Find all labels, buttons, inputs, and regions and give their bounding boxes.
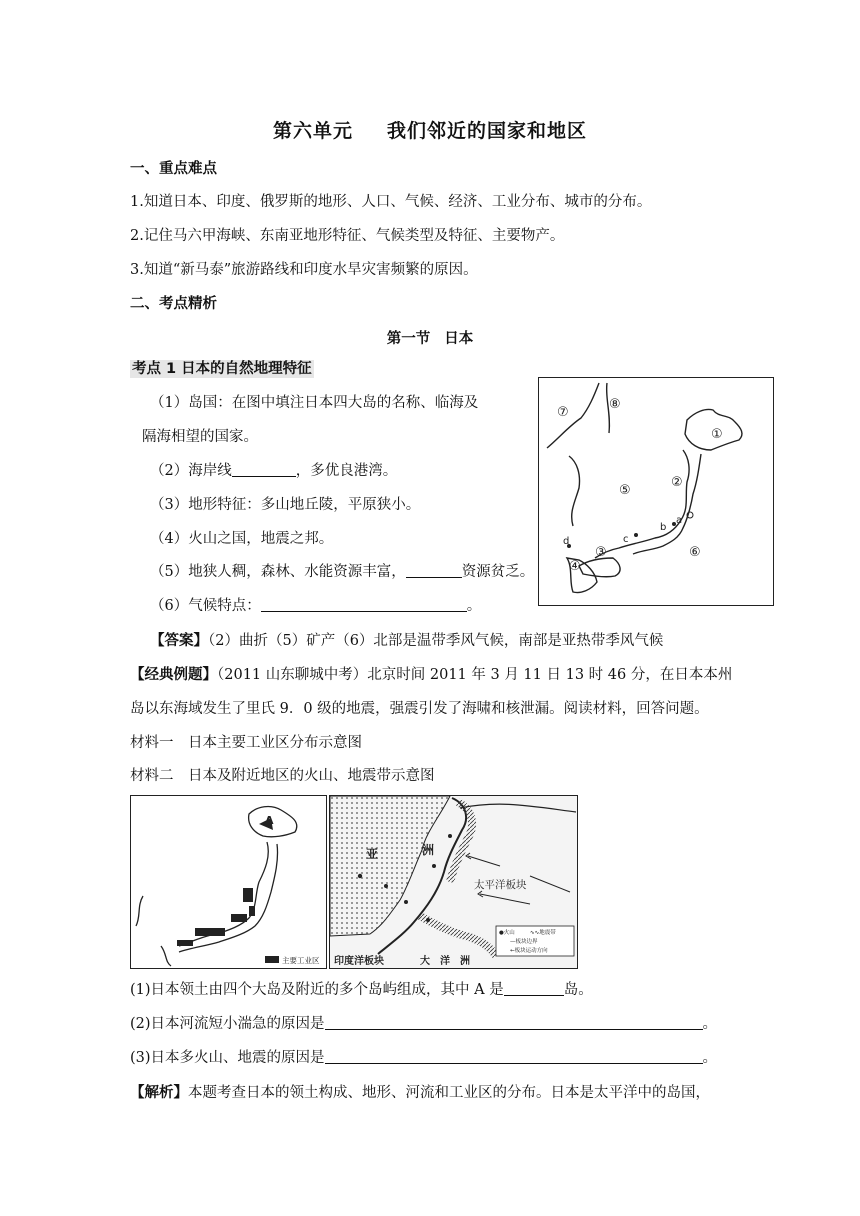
- unit-name: 我们邻近的国家和地区: [387, 120, 588, 142]
- section1-heading: 一、重点难点: [130, 161, 217, 177]
- point-6-pre: （6）气候特点：: [150, 598, 261, 614]
- map-letter-c: c: [623, 534, 629, 545]
- map-label-8: ⑧: [609, 397, 621, 412]
- answer-line: [150, 631, 663, 651]
- subsection-number: 第一节: [386, 331, 431, 347]
- question-1: [130, 980, 593, 1000]
- unit-title: [0, 116, 860, 143]
- legend-quake: ∿∿地震带: [530, 930, 556, 936]
- map-label-2: ②: [671, 475, 683, 490]
- label-asia-2: 洲: [422, 843, 435, 857]
- question-2-text: (2)日本河流短小湍急的原因是: [130, 1016, 325, 1032]
- analysis-line: [130, 1083, 710, 1103]
- objective-1: 1.知道日本、印度、俄罗斯的地形、人口、气候、经济、工业分布、城市的分布。: [130, 194, 652, 210]
- unit-number: 第六单元: [272, 120, 353, 142]
- map-label-5: ⑤: [619, 483, 631, 498]
- point-4: （4）火山之国，地震之邦。: [150, 531, 334, 547]
- industrial-zone-map: [130, 795, 327, 969]
- kaodian-heading: [130, 359, 314, 379]
- point-2-pre: （2）海岸线: [150, 463, 232, 479]
- question-2-blank[interactable]: [325, 1014, 703, 1030]
- label-asia-1: 亚: [366, 847, 379, 861]
- plate-map-drawing: [330, 796, 577, 968]
- subsection-name: 日本: [444, 331, 474, 347]
- example-text-1: （2011 山东聊城中考）北京时间 2011 年 3 月 11 日 13 时 46 分，在日本本州: [217, 667, 733, 683]
- point-1b: 隔海相望的国家。: [142, 429, 258, 445]
- answer-label: 【答案】: [150, 632, 208, 649]
- map-label-6: ⑥: [689, 545, 701, 560]
- volcano-earthquake-map: [329, 795, 578, 969]
- point-2: [150, 461, 397, 481]
- example-label: 【经典例题】: [130, 666, 217, 683]
- kaodian-label: 考点 1 日本的自然地理特征: [132, 361, 312, 377]
- question-3-post: 。: [702, 1050, 718, 1066]
- answer-blank-resources[interactable]: [406, 562, 462, 578]
- point-6: [150, 596, 481, 616]
- label-oceania: 大 洋 洲: [420, 956, 470, 967]
- answer-blank-climate[interactable]: [261, 596, 467, 612]
- objective-3: 3.知道“新马泰”旅游路线和印度水旱灾害频繁的原因。: [130, 262, 478, 278]
- example-line-1: [130, 665, 732, 685]
- point-2-post: ，多优良港湾。: [295, 463, 398, 479]
- analysis-label: 【解析】: [130, 1084, 188, 1101]
- legend-volcano: ●火山: [499, 930, 515, 936]
- industrial-map-drawing: [131, 796, 326, 968]
- answer-text: （2）曲折（5）矿产（6）北部是温带季风气候，南部是亚热带季风气候: [208, 633, 664, 649]
- legend-boundary: —板块边界: [510, 939, 538, 945]
- section2-heading: 二、考点精析: [130, 296, 217, 312]
- label-indian-plate: 印度洋板块: [334, 956, 384, 967]
- map-label-a: A: [265, 814, 274, 827]
- map-letter-b: b: [660, 522, 667, 533]
- question-1-text: (1)日本领土由四个大岛及附近的多个岛屿组成，其中 A 是: [130, 982, 504, 998]
- question-2-post: 。: [702, 1016, 718, 1032]
- question-3-blank[interactable]: [325, 1048, 703, 1064]
- map-label-3: ③: [595, 545, 607, 560]
- point-5: [150, 562, 534, 582]
- question-3: [130, 1048, 717, 1068]
- material-1: 材料一 日本主要工业区分布示意图: [130, 735, 362, 751]
- map-label-7: ⑦: [557, 405, 569, 420]
- legend-motion: ←板块运动方向: [510, 948, 548, 954]
- map-label-1: ①: [711, 427, 723, 442]
- question-2: [130, 1014, 717, 1034]
- map-letter-d: d: [563, 536, 570, 547]
- subsection-title: [0, 327, 860, 348]
- question-1-blank[interactable]: [504, 980, 564, 996]
- objective-2: 2.记住马六甲海峡、东南亚地形特征、气候类型及特征、主要物产。: [130, 228, 565, 244]
- map-label-4: ④: [569, 559, 581, 574]
- map-letter-a: a: [676, 515, 683, 526]
- point-1a: （1）岛国：在图中填注日本四大岛的名称、临海及: [150, 395, 479, 411]
- legend-industrial: 主要工业区: [282, 956, 320, 965]
- answer-blank-coastline[interactable]: [232, 461, 296, 477]
- point-5-post: 资源贫乏。: [461, 564, 535, 580]
- point-5-pre: （5）地狭人稠，森林、水能资源丰富，: [150, 564, 406, 580]
- analysis-text: 本题考查日本的领土构成、地形、河流和工业区的分布。日本是太平洋中的岛国，: [188, 1085, 710, 1101]
- question-3-text: (3)日本多火山、地震的原因是: [130, 1050, 325, 1066]
- example-line-2: 岛以东海域发生了里氏 9．0 级的地震，强震引发了海啸和核泄漏。阅读材料，回答问题。: [130, 701, 709, 717]
- question-1-post: 岛。: [563, 982, 593, 998]
- point-6-post: 。: [466, 598, 482, 614]
- japan-outline-map: [538, 377, 774, 606]
- legend-swatch: [265, 956, 279, 963]
- material-2: 材料二 日本及附近地区的火山、地震带示意图: [130, 768, 435, 784]
- japan-map-drawing: [539, 378, 773, 605]
- point-3: （3）地形特征：多山地丘陵，平原狭小。: [150, 497, 421, 513]
- label-pacific-plate: 太平洋板块: [474, 879, 527, 891]
